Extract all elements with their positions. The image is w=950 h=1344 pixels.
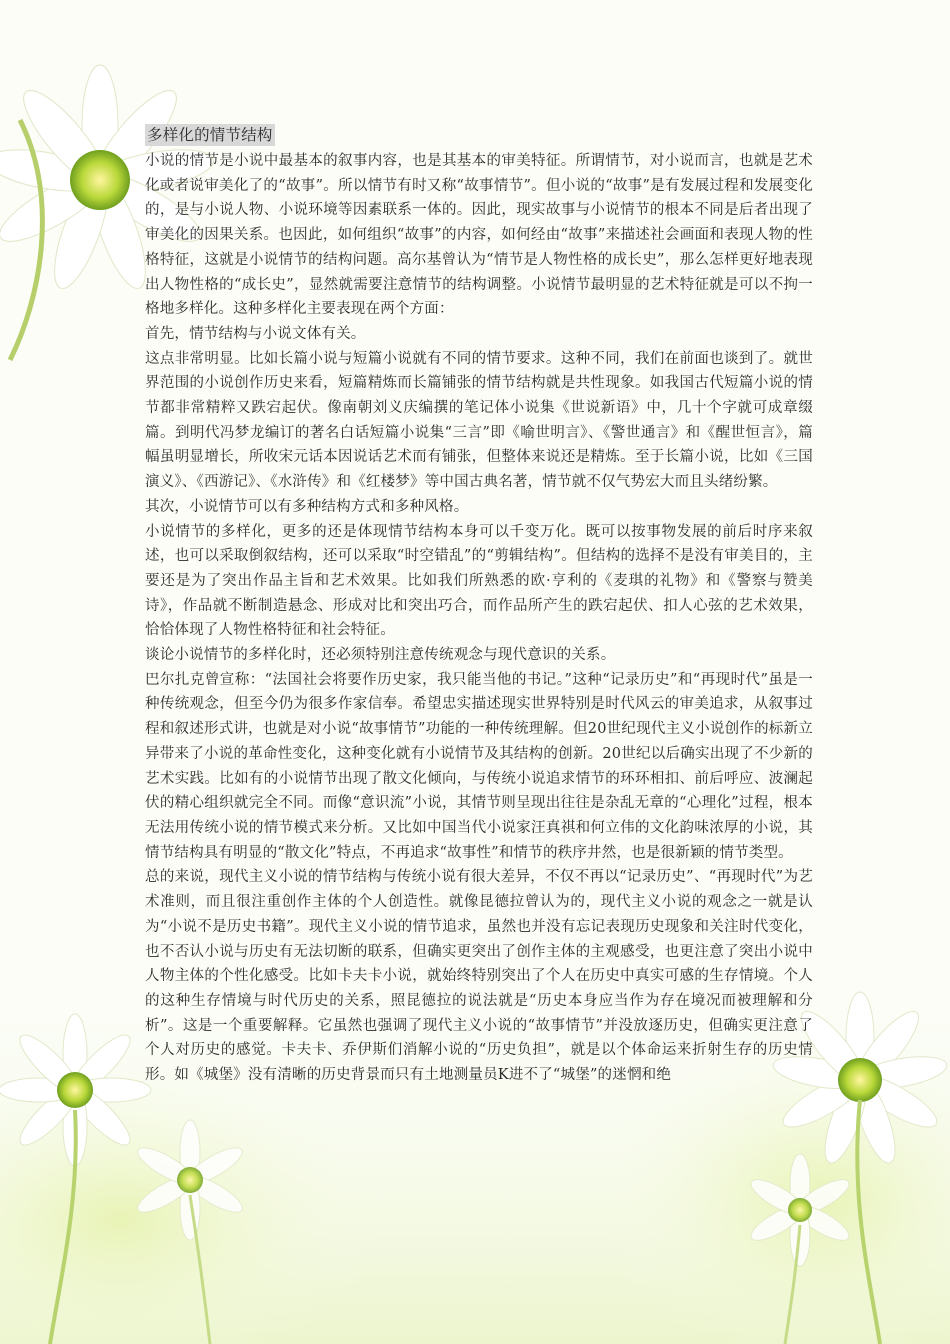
paragraph: 小说情节的多样化，更多的还是体现情节结构本身可以千变万化。既可以按事物发展的前后时序来叙述，也可以采取倒叙结构，还可以采取“时空错乱”的“剪辑结构”。但结构的选择不是没有审美目的，主要还是为了突出作品主旨和艺术效果。比如我们所熟悉的欧·亨利的《麦琪的礼物》和《警察与赞美诗》，作品就不断制造悬念、形成对比和突出巧合，而作品所产生的跌宕起伏、扣人心弦的艺术效果，恰恰体现了人物性格特征和社会特征。: [145, 523, 813, 639]
document-body: [145, 124, 813, 1088]
paragraph: 其次，小说情节可以有多种结构方式和多种风格。: [145, 498, 469, 515]
paragraph: 这点非常明显。比如长篇小说与短篇小说就有不同的情节要求。这种不同，我们在前面也谈到了。就世界范围的小说创作历史来看，短篇精炼而长篇铺张的情节结构就是共性现象。如我国古代短篇小说的情节都非常精粹又跌宕起伏。像南朝刘义庆编撰的笔记体小说集《世说新语》中，几十个字就可成章缀篇。到明代冯梦龙编订的著名白话短篇小说集“三言”即《喻世明言》、《警世通言》和《醒世恒言》，篇幅虽明显增长，所收宋元话本因说话艺术而有铺张，但整体来说还是精炼。至于长篇小说，比如《三国演义》、《西游记》、《水浒传》和《红楼梦》等中国古典名著，情节就不仅气势宏大而且头绪纷繁。: [145, 350, 813, 491]
paragraph: 巴尔扎克曾宣称：“法国社会将要作历史家，我只能当他的书记。”这种“记录历史”和“再现时代”虽是一种传统观念，但至今仍为很多作家信奉。希望忠实描述现实世界特别是时代风云的审美追求，从叙事过程和叙述形式讲，也就是对小说“故事情节”功能的一种传统理解。但20世纪现代主义小说创作的标新立异带来了小说的革命性变化，这种变化就有小说情节及其结构的创新。20世纪以后确实出现了不少新的艺术实践。比如有的小说情节出现了散文化倾向，与传统小说追求情节的环环相扣、前后呼应、波澜起伏的精心组织就完全不同。而像“意识流”小说，其情节则呈现出往往是杂乱无章的“心理化”过程，根本无法用传统小说的情节模式来分析。又比如中国当代小说家汪真祺和何立伟的文化韵味浓厚的小说，其情节结构具有明显的“散文化”特点，不再追求“故事性”和情节的秩序井然，也是很新颖的情节类型。: [145, 671, 813, 861]
paragraph: 首先，情节结构与小说文体有关。: [145, 325, 366, 342]
document-title: 多样化的情节结构: [147, 126, 273, 144]
paragraph: 小说的情节是小说中最基本的叙事内容，也是其基本的审美特征。所谓情节，对小说而言，也就是艺术化或者说审美化了的“故事”。所以情节有时又称“故事情节”。但小说的“故事”是有发展过程和发展变化的，是与小说人物、小说环境等因素联系一体的。因此，现实故事与小说情节的根本不同是后者出现了审美化的因果关系。也因此，如何组织“故事”的内容，如何经由“故事”来描述社会画面和表现人物的性格特征，这就是小说情节的结构问题。高尔基曾认为“情节是人物性格的成长史”，那么怎样更好地表现出人物性格的“成长史”，显然就需要注意情节的结构调整。小说情节最明显的艺术特征就是可以不拘一格地多样化。这种多样化主要表现在两个方面：: [145, 153, 813, 318]
paragraph: 谈论小说情节的多样化时，还必须特别注意传统观念与现代意识的关系。: [145, 647, 616, 664]
paragraph: 总的来说，现代主义小说的情节结构与传统小说有很大差异，不仅不再以“记录历史”、“再现时代”为艺术准则，而且很注重创作主体的个人创造性。就像昆德拉曾认为的，现代主义小说的观念之一就是认为“小说不是历史书籍”。现代主义小说的情节追求，虽然也并没有忘记表现历史现象和关注时代变化，也不否认小说与历史有无法切断的联系，但确实更突出了创作主体的主观感受，也更注意了突出小说中人物主体的个性化感受。比如卡夫卡小说，就始终特别突出了个人在历史中真实可感的生存情境。个人的这种生存情境与时代历史的关系，照昆德拉的说法就是“历史本身应当作为存在境况而被理解和分析”。这是一个重要解释。它虽然也强调了现代主义小说的“故事情节”并没放逐历史，但确实更注意了个人对历史的感觉。卡夫卡、乔伊斯们消解小说的“历史负担”，就是以个体命运来折射生存的历史情形。如《城堡》没有清晰的历史背景而只有土地测量员K进不了“城堡”的迷惘和绝: [145, 869, 813, 1084]
